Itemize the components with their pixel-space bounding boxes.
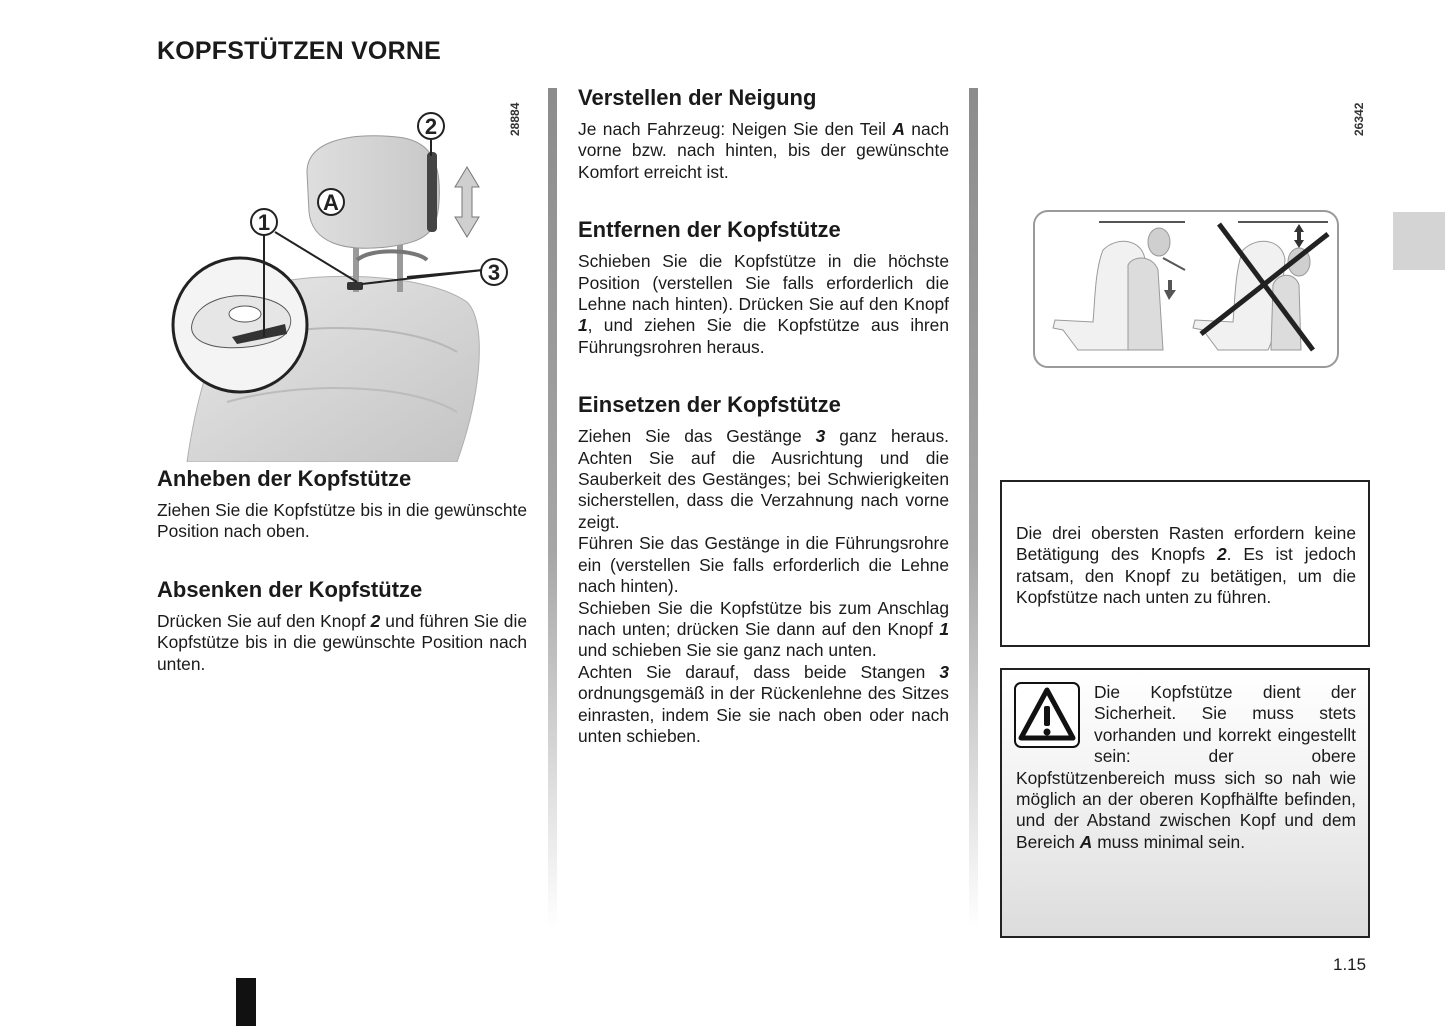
left-column	[157, 466, 527, 675]
section-text: Schieben Sie die Kopfstütze bis zum Anschlag nach unten; drücken Sie dann auf den Knopf 1 und schieben Sie sie ganz nach unten.	[578, 597, 949, 661]
chapter-tab	[1393, 212, 1445, 270]
bold-reference: 3	[815, 426, 826, 447]
bold-reference: 1	[578, 315, 588, 336]
column-divider-right	[969, 88, 978, 928]
info-note-text: Die drei obersten Rasten erfordern keine Betätigung des Knopfs 2. Es ist jedoch ratsam, den Knopf zu betätigen, um die Kopfstütze nach unten zu führen.	[1016, 523, 1356, 608]
info-note	[1000, 480, 1370, 647]
bold-reference: A	[1079, 831, 1093, 852]
posture-illustration	[1033, 210, 1339, 368]
section-heading: Anheben der Kopfstütze	[157, 466, 412, 491]
warning-note	[1000, 668, 1370, 938]
page-title: KOPFSTÜTZEN VORNE	[157, 37, 441, 65]
footer-marker	[236, 978, 256, 1026]
section-text: Führen Sie das Gestänge in die Führungsrohre ein (verstellen Sie falls erforderlich die Lehne nach hinten).	[578, 533, 949, 597]
section-text: Ziehen Sie das Gestänge 3 ganz heraus. Achten Sie auf die Ausrichtung und die Sauberkeit des Gestänges; bei Schwierigkeiten sicherstellen, dass die Verzahnung nach vorne zeigt.	[578, 426, 949, 532]
section-text: Je nach Fahrzeug: Neigen Sie den Teil A nach vorne bzw. nach hinten, bis der gewünschte Komfort erreicht ist.	[578, 119, 949, 182]
bold-reference: 1	[939, 618, 949, 639]
callout-2: 2	[424, 114, 438, 139]
bold-reference: 3	[939, 661, 949, 682]
section-text: Ziehen Sie die Kopfstütze bis in die gewünschte Position nach oben.	[157, 500, 527, 542]
column-divider-left	[548, 88, 557, 928]
headrest-figure	[157, 92, 527, 462]
warning-text: Die Kopfstütze dient der Sicherheit. Sie muss stets vorhanden und korrekt eingestellt sein: der obere Kopfstützenbereich muss sich so nah wie möglich an der oberen Kopfhälfte befinden, und der Abstand zwischen Kopf und dem Bereich A muss minimal sein.	[1016, 682, 1356, 852]
section-heading: Entfernen der Kopfstütze	[578, 217, 841, 243]
bold-reference: 2	[370, 610, 381, 631]
callout-a: A	[323, 190, 339, 215]
bold-reference: A	[892, 119, 905, 139]
figure-id-26342: 26342	[1352, 102, 1366, 136]
headrest-illustration	[157, 92, 527, 462]
page-number: 1.15	[1333, 955, 1367, 974]
callout-3: 3	[487, 260, 501, 285]
section-text: Drücken Sie auf den Knopf 2 und führen Sie die Kopfstütze bis in die gewünschte Position nach unten.	[157, 610, 528, 674]
section-text: Achten Sie darauf, dass beide Stangen 3 ordnungsgemäß in der Rückenlehne des Sitzes einrasten, indem Sie sie nach oben oder nach unten schieben.	[578, 661, 949, 746]
section-heading: Absenken der Kopfstütze	[157, 576, 423, 602]
section-heading: Einsetzen der Kopfstütze	[578, 392, 841, 418]
bold-reference: 2	[1216, 544, 1227, 565]
section-text: Schieben Sie die Kopfstütze in die höchste Position (verstellen Sie falls erforderlich die Lehne nach hinten). Drücken Sie auf den Knopf 1, und ziehen Sie die Kopfstütze aus ihren Führungsrohren heraus.	[578, 251, 949, 357]
middle-column	[578, 85, 949, 747]
posture-figure	[1033, 210, 1339, 368]
section-heading: Verstellen der Neigung	[578, 85, 817, 110]
figure-id-28884: 28884	[508, 102, 522, 136]
callout-1: 1	[257, 210, 271, 235]
